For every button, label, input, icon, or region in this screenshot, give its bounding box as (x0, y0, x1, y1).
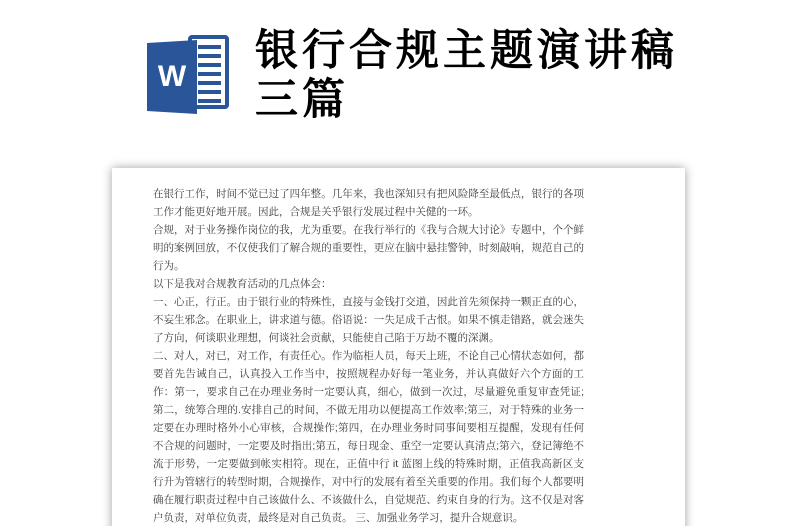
document-title: 银行合规主题演讲稿三篇 (255, 27, 678, 124)
document-paragraph: 以下是我对合规教育活动的几点体会： (153, 278, 332, 290)
document-paragraph: 合规，对于业务操作岗位的我，尤为重要。在我行举行的《我与合规大讨论》专题中，个个鲜明的案例回放，不仅使我们了解合规的重要性，更应在脑中悬挂警钟，时刻敲响，规范自己的行为。 (153, 224, 584, 272)
document-header (0, 0, 800, 168)
document-paragraph: 在银行工作，时间不觉已过了四年整。几年来，我也深知只有把风险降至最低点，银行的各项工作才能更好地开展。因此，合规是关乎银行发展过程中关健的一环。 (153, 188, 584, 218)
preview-page-text (153, 185, 584, 526)
word-file-icon (140, 32, 232, 116)
document-paragraph: 二、对人，对已，对工作，有责任心。作为临柜人员，每天上班，不论自己心情状态如何，都要首先告诫自己，认真投入工作当中，按照规程办好每一笔业务，并认真做好六个方面的工作：第一，要求自己在办理业务时一定要认真，细心，做到一次过，尽量避免重复审查凭证;第二，统筹合理的.安排自己的时间，不做无用功以便提高工作效率;第三，对于特殊的业务一定要在办理时格外小心审核，合规操作;第四，在办理业务时同事间要相互提醒，发现有任何不合规的问题时，一定要及时指出;第五，每日现金、重空一定要认真清点;第六，登记簿绝不流于形势，一定要做到帐实相符。现在，正值中行 it 蓝图上线的特殊时期，正值我高新区支行升为管辖行的转型时期，合规操作，对中行的发展有着至关重要的作用。我们每个人都要明确在履行职责过程中自己该做什么、不该做什么，自觉规范、约束自身的行为。这不仅是对客户负责，对单位负责，最终是对自己负责。 三、加强业务学习，提升合规意识。 (153, 350, 584, 524)
word-icon-panel (147, 40, 197, 114)
preview-page (112, 168, 685, 526)
document-paragraph: 一、心正，行正。由于银行业的特殊性，直接与金钱打交道，因此首先须保持一颗正直的心，不妄生邪念。在职业上，讲求道与德。俗语说：一失足成千古恨。如果不慎走错路，就会迷失了方向，何谈职业理想，何谈社会贡献，只能使自己陷于万劫不覆的深渊。 (153, 296, 584, 344)
word-icon-letter: W (157, 60, 187, 93)
